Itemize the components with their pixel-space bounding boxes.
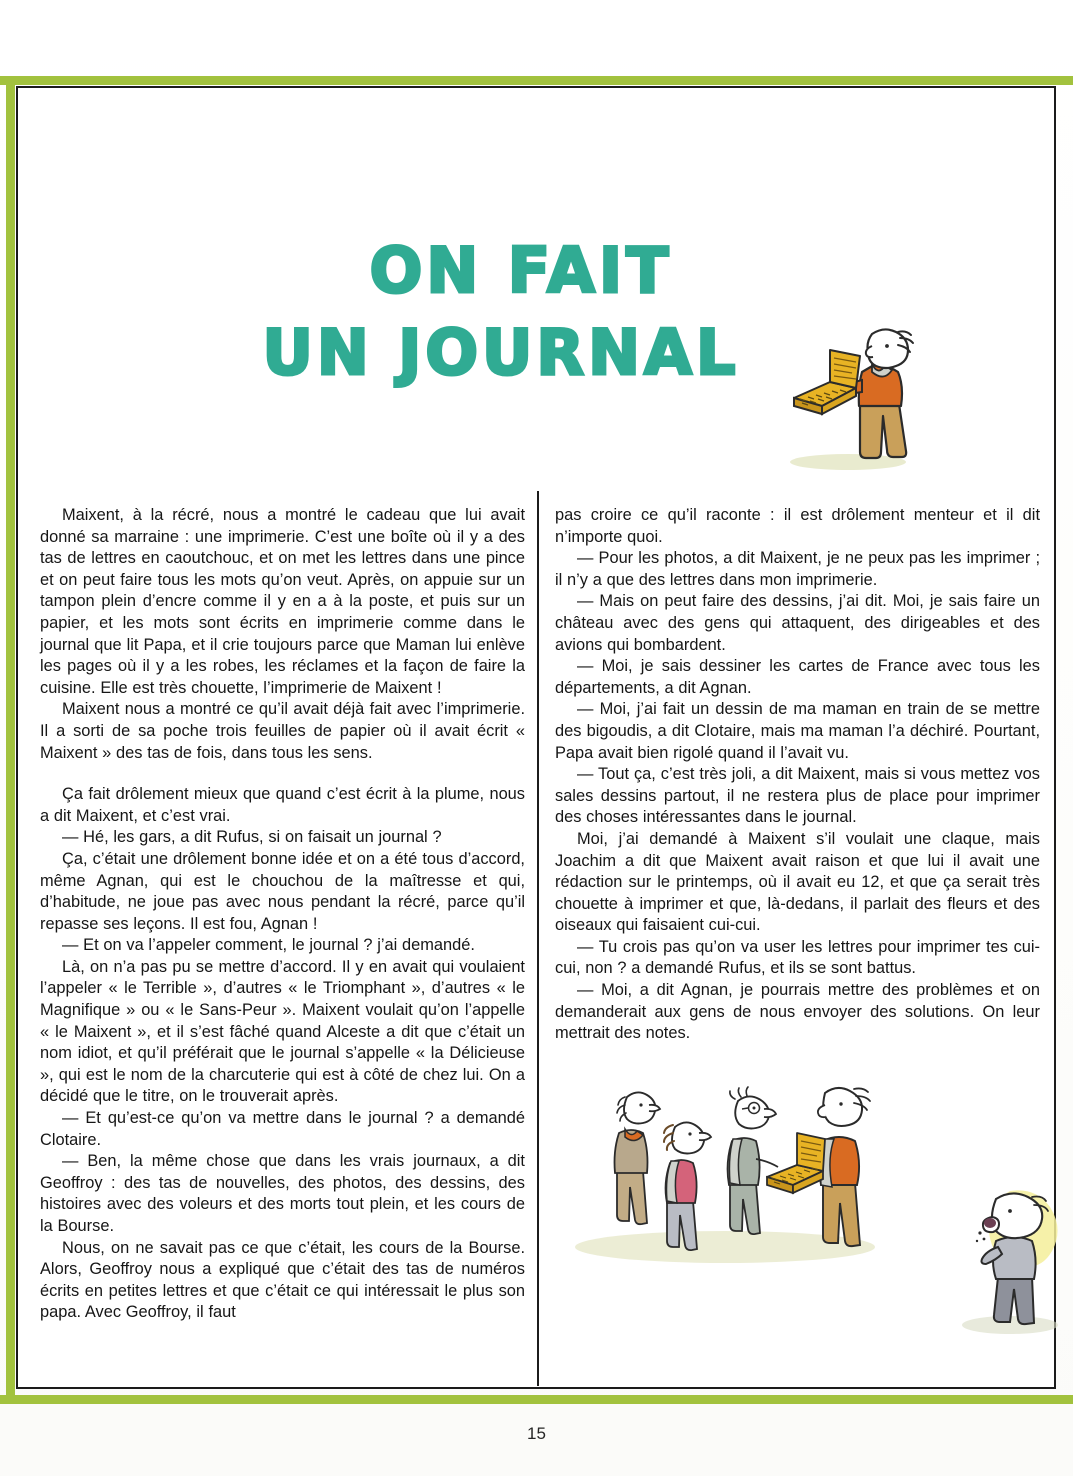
left-column	[40, 505, 525, 1324]
paragraph: Ça fait drôlement mieux que quand c’est écrit à la plume, nous a dit Maixent, et c’est vrai.	[40, 785, 525, 825]
paragraph: Moi, j’ai demandé à Maixent s’il voulait une claque, mais Joachim a dit que Maixent avait raison et que lui il avait une rédaction sur le printemps, où il avait eu 12, et que ça serait très chouette à imprimer et que, là-dedans, il parlait des fleurs et des oiseaux qui faisaient cui-cui.	[555, 829, 1040, 935]
illustration-boy-with-printing-set	[786, 320, 926, 470]
paragraph: pas croire ce qu’il raconte : il est drôlement menteur et il dit n’importe quoi.	[555, 506, 1040, 546]
paragraph: — Et on va l’appeler comment, le journal ? j’ai demandé.	[62, 936, 475, 955]
paragraph: — Tout ça, c’est très joli, a dit Maixent, mais si vous mettez vos sales dessins partout, il ne restera plus de place pour imprimer des choses intéressantes dans le journal.	[555, 765, 1040, 827]
paragraph: Maixent nous a montré ce qu’il avait déjà fait avec l’imprimerie. Il a sorti de sa poche trois feuilles de papier où il avait écrit « Maixent » des tas de fois, dans tous les sens.	[40, 700, 525, 762]
paragraph: Là, on n’a pas pu se mettre d’accord. Il y en avait qui voulaient l’appeler « le Terrible », d’autres « le Triomphant », d’autres « le Magnifique » ou « le Sans-Peur ». Maixent voulait qu’on l’appelle « le Maixent », et il s’est fâché quand Alceste a dit que c’était un nom idiot, et qu’il préférait que le journal s’appelle « la Délicieuse », qui est le nom de la charcuterie qui est à côté de chez lui. On a décidé que le titre, on le trouverait après.	[40, 957, 525, 1106]
title-line-1: ON FAIT	[369, 234, 673, 307]
paragraph: — Moi, a dit Agnan, je pourrais mettre des problèmes et on demanderait aux gens de nous envoyer des solutions. On leur mettrait des notes.	[555, 981, 1040, 1043]
title-line-2: UN JOURNAL	[262, 316, 740, 389]
paragraph: Maixent, à la récré, nous a montré le cadeau que lui avait donné sa marraine : une imprimerie. C’est une boîte où il y a des tas de lettres en caoutchouc, et on met les lettres dans une pince et on peut faire tous les mots qu’on veut. Après, on appuie sur un tampon plein d’encre comme il y en a à la poste, et puis sur un papier, et les mots sont écrits en imprimerie comme dans le journal que lit Papa, et il crie toujours parce que Maman lui enlève les pages où il y a les robes, les réclames et la façon de faire la cuisine. Elle est très chouette, l’imprimerie de Maixent !	[40, 506, 525, 697]
green-band-left	[6, 76, 15, 1404]
page-number: 15	[527, 1424, 546, 1443]
paragraph: — Hé, les gars, a dit Rufus, si on faisait un journal ?	[62, 828, 442, 847]
green-band-top	[0, 76, 1073, 85]
illustration-alceste-eating	[962, 1185, 1072, 1335]
paragraph: — Moi, je sais dessiner les cartes de France avec tous les départements, a dit Agnan.	[555, 657, 1040, 697]
right-column	[555, 505, 1040, 1045]
paragraph: — Tu crois pas qu’on va user les lettres pour imprimer tes cui-cui, non ? a demandé Rufus, et ils se sont battus.	[555, 937, 1040, 978]
paragraph: — Pour les photos, a dit Maixent, je ne peux pas les imprimer ; il n’y a que des lettres dans mon imprimerie.	[555, 549, 1040, 589]
paragraph: Ça, c’était une drôlement bonne idée et on a été tous d’accord, même Agnan, qui est le chouchou de la maîtresse et qui, d’habitude, ne joue pas avec nous pendant la récré, parce qu’il repasse ses leçons. Il est fou, Agnan !	[40, 849, 525, 933]
paragraph: — Moi, j’ai fait un dessin de ma maman en train de se mettre des bigoudis, a dit Clotaire, mais ma maman l’a déchiré. Pourtant, Papa avait bien rigolé quand il l’avait vu.	[555, 700, 1040, 762]
paragraph: Nous, on ne savait pas ce que c’était, les cours de la Bourse. Alors, Geoffroy nous a expliqué que c’était des tas de numéros écrits en petites lettres et que c’était ce qui intéressait le plus son papa. Avec Geoffroy, il faut	[40, 1238, 525, 1322]
illustration-boys-group	[575, 1075, 905, 1305]
paragraph: — Et qu’est-ce qu’on va mettre dans le journal ? a demandé Clotaire.	[40, 1109, 525, 1149]
column-divider	[537, 491, 539, 1386]
green-band-bottom	[0, 1395, 1073, 1404]
paragraph: — Mais on peut faire des dessins, j’ai dit. Moi, je sais faire un château avec des gens qui attaquent, des dirigeables et des avions qui bombardent.	[555, 592, 1040, 654]
paragraph: — Ben, la même chose que dans les vrais journaux, a dit Geoffroy : des tas de nouvelles, des photos, des dessins, des histoires avec des voleurs et des morts tout plein, et les cours de la Bourse.	[40, 1152, 525, 1235]
